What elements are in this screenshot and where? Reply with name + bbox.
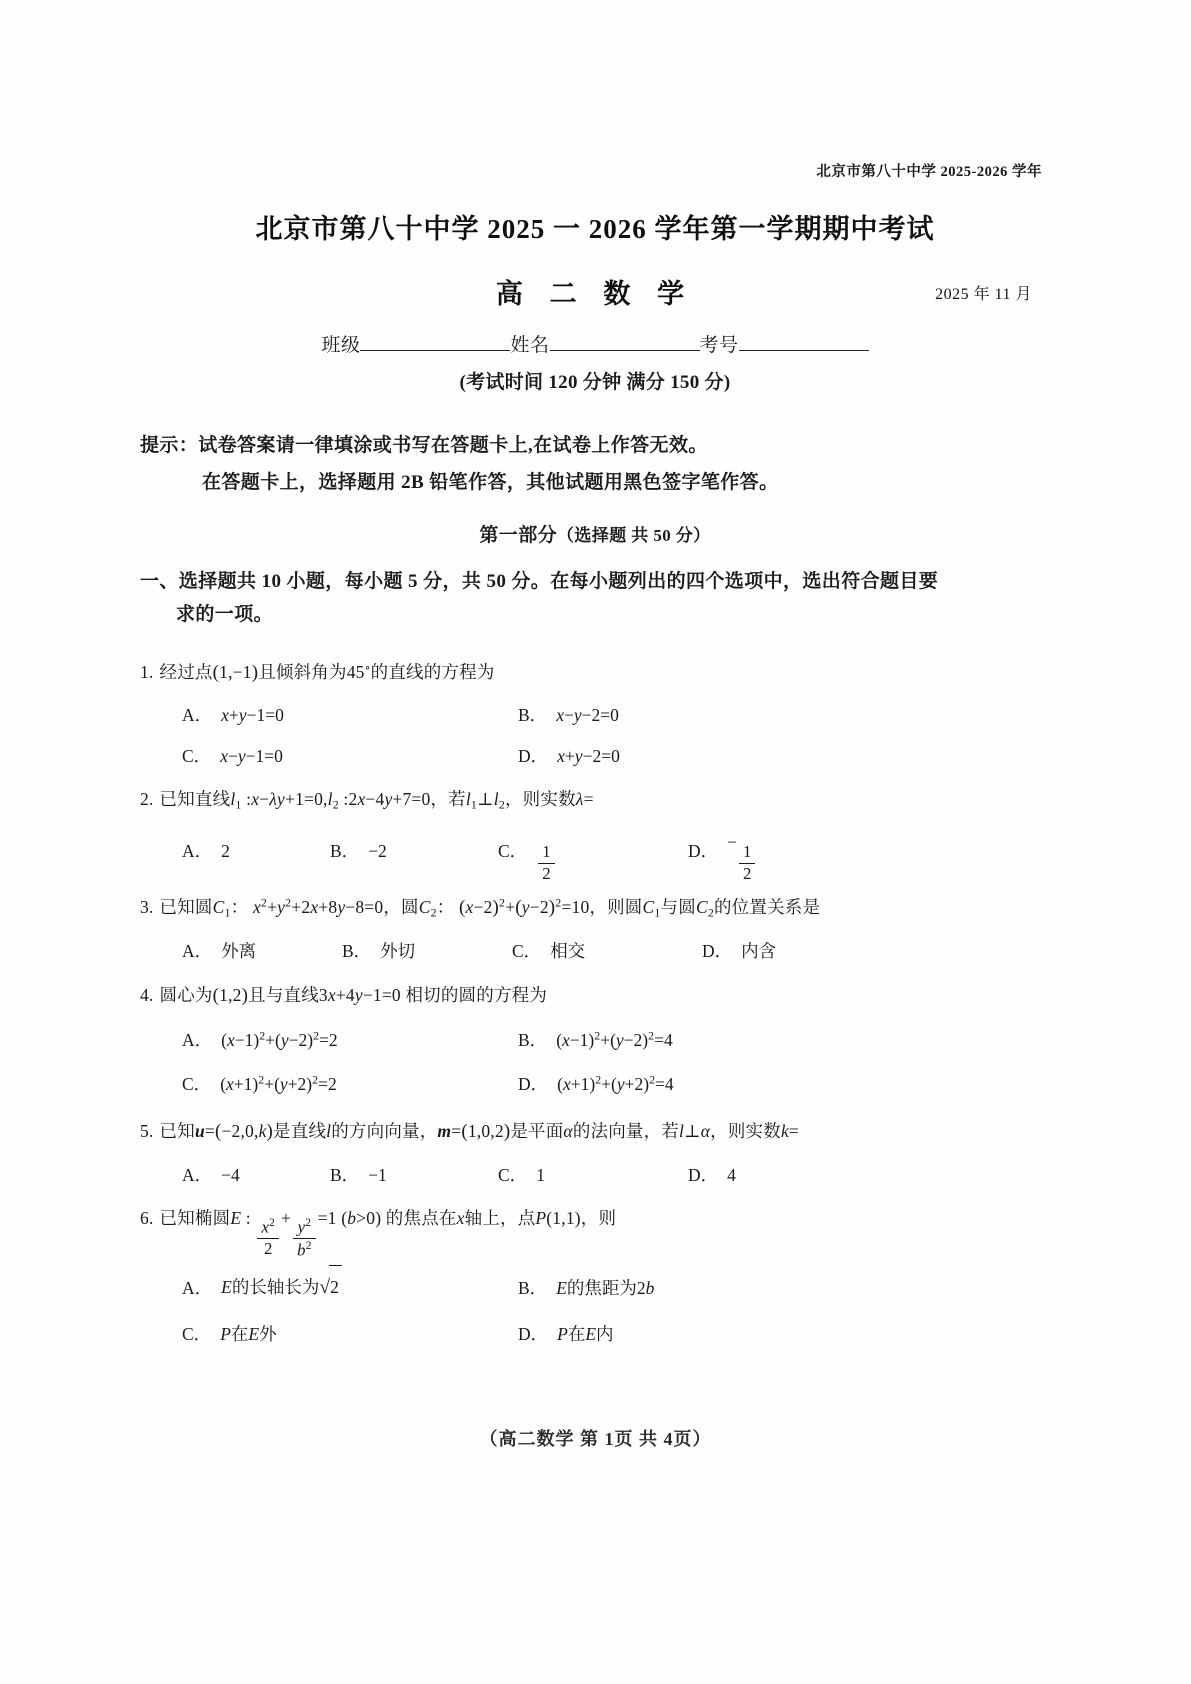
subject-label: 高 二 数 学 — [495, 279, 695, 309]
option-d-text: x+y−2=0 — [557, 745, 620, 766]
question-2-option-b[interactable] — [330, 830, 498, 874]
option-b-label: B． — [342, 941, 372, 962]
question-2-options — [140, 821, 1050, 883]
question-4-options — [140, 1019, 1050, 1107]
option-b-label: B． — [518, 705, 548, 726]
option-a-text: 外离 — [221, 941, 257, 962]
class-field-label: 班级 — [321, 335, 361, 356]
option-b-text: x−y−2=0 — [556, 705, 619, 726]
option-d-text: P在E内 — [557, 1324, 614, 1345]
option-c-label: C． — [498, 841, 528, 862]
page-footer: （高二数学 第 1页 共 4页） — [479, 1429, 712, 1449]
option-b-label: B． — [330, 1164, 360, 1185]
question-4 — [140, 977, 1050, 1106]
question-4-option-a[interactable] — [182, 1019, 518, 1063]
question-1-option-c[interactable] — [182, 736, 518, 776]
part-one-heading-main: 第一部分 — [479, 525, 558, 546]
option-b-label: B． — [518, 1278, 548, 1298]
question-4-option-d[interactable] — [518, 1063, 674, 1107]
question-6-options — [140, 1264, 1050, 1357]
question-2-number: 2. — [140, 788, 154, 809]
question-2-option-a[interactable] — [182, 830, 330, 874]
option-b-label: B． — [330, 841, 360, 862]
id-field-blank[interactable] — [739, 334, 869, 351]
question-6-option-d[interactable] — [518, 1313, 614, 1357]
option-c-label: C． — [498, 1164, 528, 1185]
question-6-stem: 6. 已知椭圆E : $\frac{x^2}{2}$ + $\frac{y^2}{b^2}$ =1 (b>0) 的焦点在x轴上，点P(1,1)，则 — [140, 1207, 617, 1260]
question-4-option-c[interactable] — [182, 1063, 518, 1107]
option-c-label: C． — [182, 745, 212, 766]
option-c-text: x−y−1=0 — [220, 745, 283, 766]
option-b-label: B． — [518, 1030, 548, 1051]
option-d-label: D． — [688, 841, 719, 862]
option-b-text: E的焦距为2b — [556, 1278, 655, 1298]
question-5 — [140, 1113, 1050, 1195]
question-5-option-d[interactable] — [688, 1155, 736, 1195]
option-b-text: −1 — [368, 1164, 387, 1185]
option-a-text: E的长轴长为√2 — [221, 1264, 342, 1313]
question-2-stem: 2. 已知直线$l_1$ $:x-\lambda y+1=0,l_2$ :2x−4y+7=0，若$l_1\perp l_2$，则实数λ= — [140, 788, 594, 812]
exam-date: 2025 年 11 月 — [935, 286, 1032, 303]
option-c-text: 相交 — [550, 941, 586, 962]
option-a-label: A． — [182, 1164, 213, 1185]
question-4-stem: 4. 圆心为(1,2)且与直线3x+4y−1=0 相切的圆的方程为 — [140, 985, 548, 1007]
question-6-option-c[interactable] — [182, 1313, 518, 1357]
option-c-label: C． — [512, 941, 542, 962]
option-c-label: C． — [182, 1073, 212, 1094]
option-d-text: $(x+1)^2+(y+2)^2=4$ — [557, 1072, 674, 1094]
question-2-option-d[interactable] — [688, 821, 757, 883]
question-3-option-d[interactable] — [702, 931, 776, 971]
question-3 — [140, 889, 1050, 971]
question-4-option-b[interactable] — [518, 1019, 673, 1063]
option-b-text: −2 — [368, 841, 387, 862]
option-a-text: −4 — [221, 1164, 240, 1185]
option-c-text: $\frac{1}{2}$ — [536, 821, 556, 883]
option-a-text: 2 — [221, 841, 230, 862]
tip-line-2: 在答题卡上，选择题用 2B 铅笔作答，其他试题用黑色签字笔作答。 — [202, 472, 779, 493]
question-1-option-b[interactable] — [518, 695, 619, 735]
question-3-option-a[interactable] — [182, 931, 342, 971]
question-2-option-c[interactable] — [498, 821, 688, 883]
option-c-text: P在E外 — [220, 1324, 277, 1345]
part-one-heading — [140, 520, 1050, 547]
section-one-intro-line2: 求的一项。 — [176, 604, 274, 626]
page-content — [140, 160, 1050, 1363]
question-1-number: 1. — [140, 661, 154, 682]
name-field-blank[interactable] — [550, 334, 700, 351]
option-b-text: 外切 — [380, 941, 416, 962]
question-6 — [140, 1201, 1050, 1357]
question-2 — [140, 782, 1050, 884]
question-1-option-a[interactable] — [182, 695, 518, 735]
exam-time-note: (考试时间 120 分钟 满分 150 分) — [459, 372, 731, 393]
question-5-options — [140, 1155, 1050, 1195]
option-d-text: 内含 — [741, 941, 777, 962]
option-a-label: A． — [182, 941, 213, 962]
question-3-option-b[interactable] — [342, 931, 512, 971]
student-fields — [140, 330, 1050, 357]
option-d-text: 4 — [727, 1164, 736, 1185]
option-a-text: $(x-1)^2+(y-2)^2=2$ — [221, 1028, 338, 1051]
question-5-option-a[interactable] — [182, 1155, 330, 1195]
section-one-intro-line1: 一、选择题共 10 小题，每小题 5 分，共 50 分。在每小题列出的四个选项中，选出符合题目要 — [140, 571, 939, 592]
question-6-number: 6. — [140, 1207, 154, 1228]
question-1-option-d[interactable] — [518, 736, 620, 776]
id-field-label: 考号 — [699, 335, 739, 356]
option-d-label: D． — [518, 1073, 549, 1094]
question-5-option-b[interactable] — [330, 1155, 498, 1195]
option-c-text: $(x+1)^2+(y+2)^2=2$ — [220, 1072, 337, 1094]
tip-line-1: 提示：试卷答案请一律填涂或书写在答题卡上,在试卷上作答无效。 — [140, 435, 708, 456]
question-1-stem: 1. 经过点(1,−1)且倾斜角为45∘的直线的方程为 — [140, 659, 495, 683]
page-title: 北京市第八十中学 2025 一 2026 学年第一学期期中考试 — [255, 214, 935, 244]
option-a-text: x+y−1=0 — [221, 705, 284, 726]
option-a-label: A． — [182, 705, 213, 726]
section-one-intro — [140, 565, 1050, 632]
question-3-stem: 3. 已知圆$C_1$： $x^2+y^2+2x+8y-8=0$，圆$C_2$： $(x-2)^2+(y-2)^2=10$，则圆$C_1$与圆$C_2$的位置关系是 — [140, 895, 821, 920]
option-d-label: D． — [518, 745, 549, 766]
question-3-number: 3. — [140, 897, 154, 918]
question-1 — [140, 654, 1050, 776]
question-3-options — [140, 931, 1050, 971]
option-a-label: A． — [182, 1278, 213, 1298]
option-b-text: $(x-1)^2+(y-2)^2=4$ — [556, 1028, 673, 1051]
question-1-options — [140, 695, 1050, 776]
option-d-label: D． — [518, 1324, 549, 1345]
question-5-option-c[interactable] — [498, 1155, 688, 1195]
question-3-option-c[interactable] — [512, 931, 702, 971]
option-d-text: − $\frac{1}{2}$ — [727, 821, 757, 883]
question-6-option-b[interactable] — [518, 1267, 654, 1311]
subject-row — [140, 272, 1050, 309]
class-field-blank[interactable] — [360, 334, 510, 351]
question-6-option-a[interactable] — [182, 1264, 518, 1313]
option-a-label: A． — [182, 841, 213, 862]
part-one-heading-sub: （选择题 共 50 分） — [557, 526, 711, 545]
option-c-label: C． — [182, 1324, 212, 1345]
option-a-label: A． — [182, 1030, 213, 1051]
option-d-label: D． — [688, 1164, 719, 1185]
question-5-number: 5. — [140, 1120, 154, 1141]
option-d-label: D． — [702, 941, 733, 962]
name-field-label: 姓名 — [510, 335, 550, 356]
question-4-number: 4. — [140, 985, 154, 1006]
question-5-stem: 5. 已知u=(−2,0,k)是直线l的方向向量，m=(1,0,2)是平面α的法向量，若l⊥α，则实数k= — [140, 1120, 799, 1142]
option-c-text: 1 — [536, 1164, 545, 1185]
school-watermark: 北京市第八十中学 2025-2026 学年 — [816, 164, 1042, 180]
